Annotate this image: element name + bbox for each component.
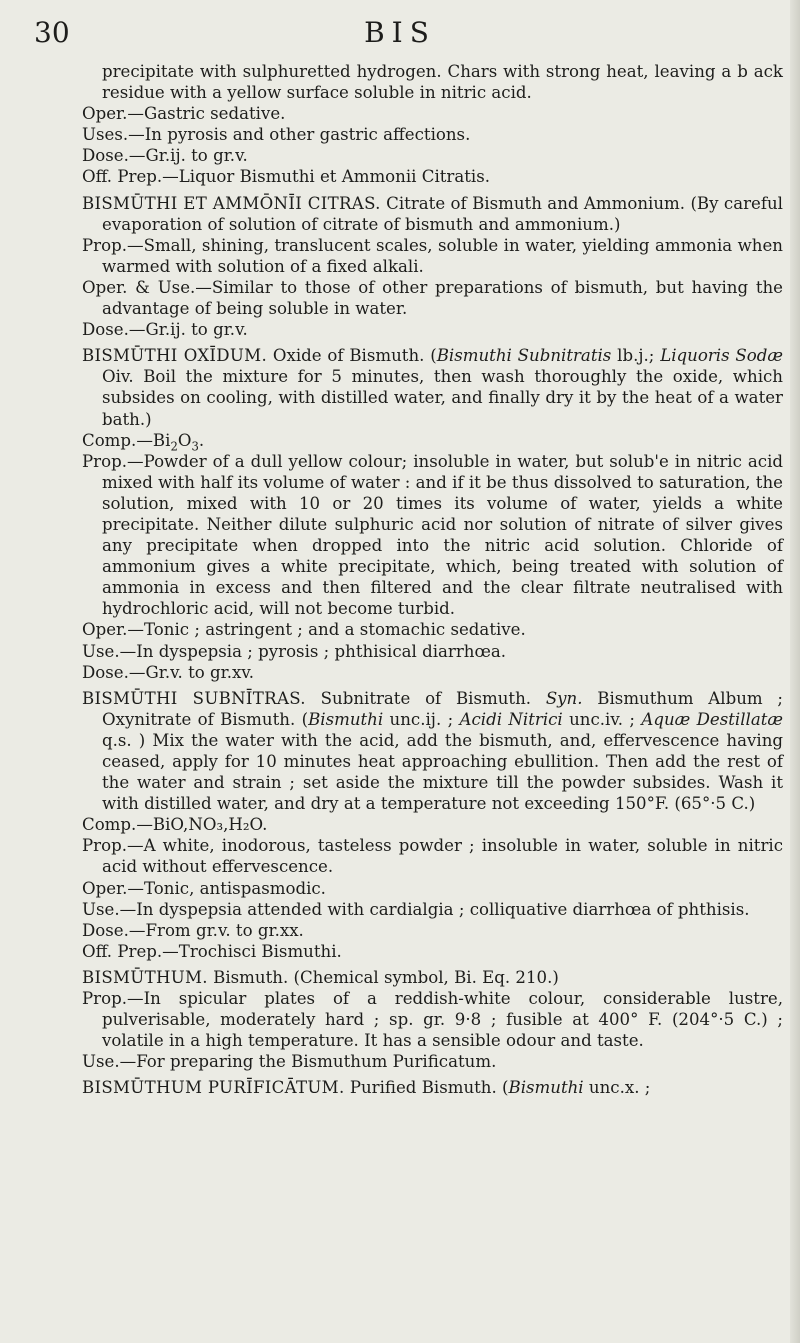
entry-text: Oxide of Bismuth. ( xyxy=(267,346,437,366)
use-line: Use.—In dyspepsia attended with cardialgia ; colliquative diarrhœa of phthisis. xyxy=(82,899,750,919)
entry-text: Purified Bismuth. ( xyxy=(344,1078,509,1098)
entry-subnitras xyxy=(82,688,783,815)
entry-italic: Syn. xyxy=(545,688,583,708)
formula-part: . xyxy=(198,430,205,450)
entry-oxidum xyxy=(82,345,783,429)
use-line: Use.—In dyspepsia ; pyrosis ; phthisical diarrhœa. xyxy=(82,641,507,661)
continued-paragraph: precipitate with sulphuretted hydrogen. Chars with strong heat, leaving a b ack residue with a yellow surface soluble in nitric acid. xyxy=(102,62,783,103)
entry-heading: BISMŪTHI SUBNĪTRAS. xyxy=(82,688,306,708)
entry-italic: Liquoris Sodæ xyxy=(660,346,783,366)
prop-line: Prop.—Small, shining, translucent scales, soluble in water, yielding ammonia when warmed with solution of a fixed alkali. xyxy=(82,235,783,276)
oper-line: Oper.—Tonic, antispasmodic. xyxy=(82,878,326,898)
entry-italic: Bismuthi xyxy=(308,709,384,729)
dose-line: Dose.—Gr.v. to gr.xv. xyxy=(82,662,255,682)
entry-text: Bismuthum Album ; Oxynitrate of Bismuth. ( xyxy=(102,688,783,729)
entry-text: q.s. ) Mix the water with the acid, add the bismuth, and, effervescence having ceased, apply for 10 minutes heat approaching ebullition. Then add the rest of the water and strain ; set aside the mixture till the powder subsides. Wash it with distilled water, and dry at a temperature not exceeding 150°F. (65°·5 C.) xyxy=(102,730,783,814)
oper-line: Oper.—Tonic ; astringent ; and a stomachic sedative. xyxy=(82,620,526,640)
entry-text: unc.ij. ; xyxy=(383,709,460,729)
comp-line: Comp.—BiO,NO₃,H₂O. xyxy=(82,815,268,835)
oper-use-line: Oper. & Use.—Similar to those of other preparations of bismuth, but having the advantage of being soluble in water. xyxy=(82,277,783,319)
prop-line: Prop.—Powder of a dull yellow colour; insoluble in water, but solub'e in nitric acid mixed with half its volume of water : and if it be thus dissolved to saturation, the solution, mixed with 10 or 20 times its volume of water, yields a white precipitate. Neither dilute sulphuric acid nor solution of nitrate of silver gives any precipitate when dropped into the nitric acid solution. Chloride of ammonium gives a white precipitate, which, being treated with solution of ammonia in excess and then filtered and the clear filtrate neutralised with hydrochloric acid, will not become turbid. xyxy=(82,451,783,619)
entry-text: Subnitrate of Bismuth. xyxy=(305,688,546,708)
formula-subscript: 3 xyxy=(191,438,199,453)
entry-italic: Aquæ Destillatæ xyxy=(641,709,783,729)
page-number: 30 xyxy=(34,16,70,49)
dose-line: Dose.—Gr.ij. to gr.v. xyxy=(82,146,248,166)
uses-line: Uses.—In pyrosis and other gastric affections. xyxy=(82,125,471,145)
dose-line: Dose.—From gr.v. to gr.xx. xyxy=(82,920,304,940)
entry-bismuthum xyxy=(82,967,783,988)
entry-text: Oiv. Boil the mixture for 5 minutes, then wash thoroughly the oxide, which subsides on cooling, with distilled water, and finally dry it by the heat of a water bath.) xyxy=(102,367,783,429)
off-prep-line: Off. Prep.—Trochisci Bismuthi. xyxy=(82,941,342,961)
entry-heading: BISMŪTHI OXĪDUM. xyxy=(82,346,268,366)
entry-heading: BISMŪTHUM PURĪFICĀTUM. xyxy=(82,1078,345,1098)
page-header xyxy=(0,16,800,56)
formula-part: Bi xyxy=(152,430,171,450)
entry-text: Bismuth. (Chemical symbol, Bi. Eq. 210.) xyxy=(207,967,559,987)
oper-line: Oper.—Gastric sedative. xyxy=(82,104,286,124)
entry-heading: BISMŪTHI ET AMMŌNĪI CITRAS. xyxy=(82,193,381,213)
dose-line: Dose.—Gr.ij. to gr.v. xyxy=(82,320,248,340)
off-prep-line: Off. Prep.—Liquor Bismuthi et Ammonii Citratis. xyxy=(82,167,491,187)
prop-line: Prop.—A white, inodorous, tasteless powder ; insoluble in water, soluble in nitric acid without effervescence. xyxy=(82,836,783,877)
formula-subscript: 2 xyxy=(170,438,178,453)
entry-text: Citrate of Bismuth and Ammonium. (By careful evaporation of solution of citrate of bismuth and ammonium.) xyxy=(102,193,783,234)
entry-text: unc.x. ; xyxy=(583,1078,651,1098)
prop-line: Prop.—In spicular plates of a reddish-white colour, considerable lustre, pulverisable, moderately hard ; sp. gr. 9·8 ; fusible at 400° F. (204°·5 C.) ; volatile in a high temperature. It has a sensible odour and taste. xyxy=(82,989,783,1051)
running-head: BIS xyxy=(364,16,436,49)
page-body xyxy=(82,61,783,1099)
entry-italic: Bismuthi xyxy=(508,1078,584,1098)
entry-heading: BISMŪTHUM. xyxy=(82,967,208,987)
entry-purificatum xyxy=(82,1077,783,1098)
page-edge-shadow xyxy=(790,0,800,1343)
formula-part: O xyxy=(177,430,192,450)
entry-text: unc.iv. ; xyxy=(562,709,642,729)
entry-text: lb.j.; xyxy=(611,346,661,366)
entry-italic: Acidi Nitrici xyxy=(459,709,563,729)
entry-italic: Bismuthi Subnitratis xyxy=(436,346,612,366)
entry-citras xyxy=(82,193,783,235)
comp-line xyxy=(82,430,783,451)
comp-label: Comp.— xyxy=(82,430,153,450)
use-line: Use.—For preparing the Bismuthum Purificatum. xyxy=(82,1052,497,1072)
